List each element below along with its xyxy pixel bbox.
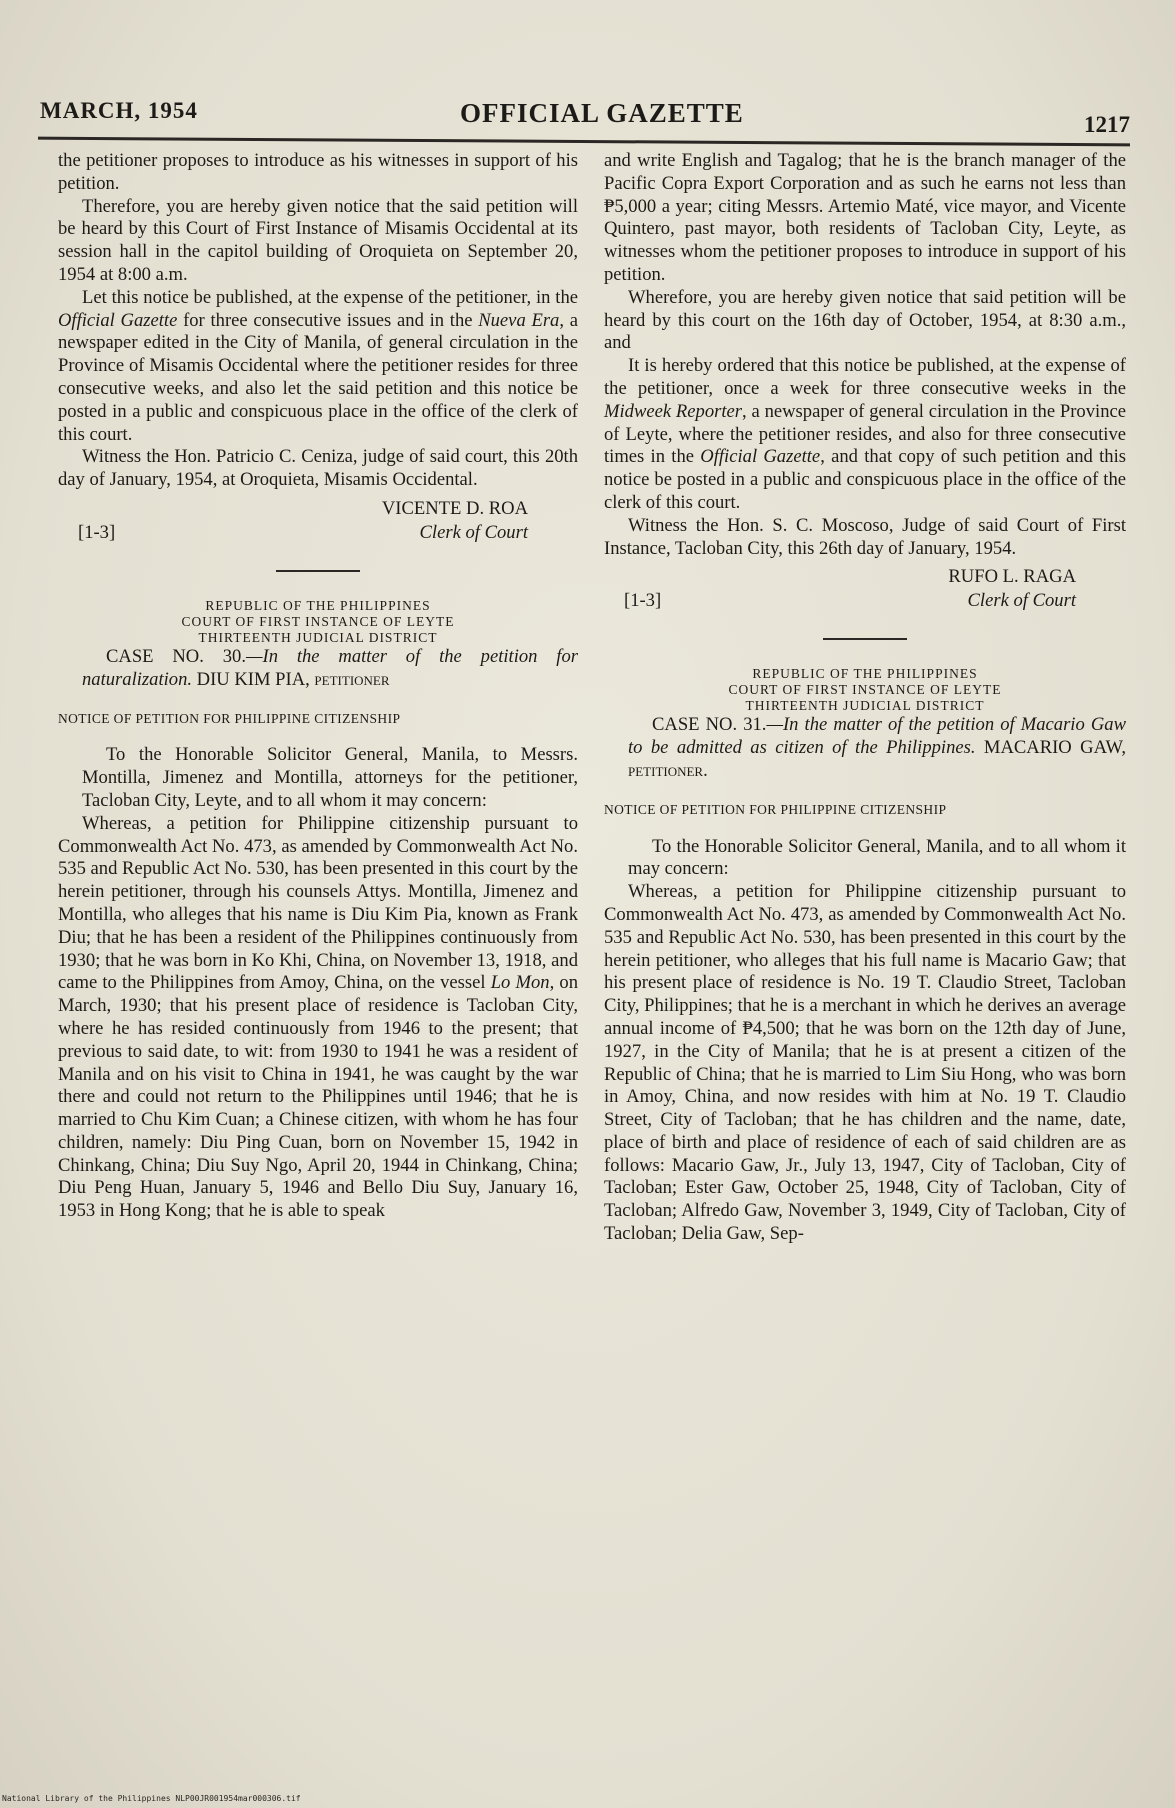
signature-block bbox=[604, 566, 1126, 618]
header-title: OFFICIAL GAZETTE bbox=[460, 98, 744, 128]
paragraph: Witness the Hon. Patricio C. Ceniza, judge of said court, this 20th day of January, 1954, at Oroquieta, Misamis Occidental. bbox=[58, 446, 578, 491]
caption-line: THIRTEENTH JUDICIAL DISTRICT bbox=[745, 698, 985, 714]
caption-line: REPUBLIC OF THE PHILIPPINES bbox=[752, 666, 978, 682]
left-column bbox=[58, 150, 578, 1223]
publication-name: Official Gazette bbox=[700, 446, 821, 468]
caption-line: COURT OF FIRST INSTANCE OF LEYTE bbox=[728, 682, 1002, 698]
signatory-title: Clerk of Court bbox=[419, 521, 528, 543]
publication-name: Official Gazette bbox=[58, 309, 178, 331]
caption-line: THIRTEENTH JUDICIAL DISTRICT bbox=[198, 629, 438, 645]
paragraph: the petitioner proposes to introduce as his witnesses in support of his petition. bbox=[58, 150, 578, 194]
header-date: MARCH, 1954 bbox=[40, 98, 198, 123]
header-page-number: 1217 bbox=[1084, 112, 1130, 137]
section-divider bbox=[276, 570, 360, 572]
issue-reference: [1-3] bbox=[624, 590, 662, 612]
section-divider bbox=[823, 638, 907, 640]
signature-block bbox=[58, 498, 578, 550]
publication-name: Nueva Era bbox=[478, 309, 560, 331]
right-column bbox=[604, 150, 1126, 1246]
publication-name: Midweek Reporter bbox=[604, 400, 743, 422]
case-heading: CASE NO. 31.—In the matter of the petition of Macario Gaw to be admitted as citizen of the Philippines. MACARIO GAW, petitioner. bbox=[628, 714, 1126, 781]
address-line: To the Honorable Solicitor General, Manila, to Messrs. Montilla, Jimenez and Montilla, attorneys for the petitioner, Tacloban City, Leyte, and to all whom it may concern: bbox=[82, 744, 578, 811]
paragraph: Whereas, a petition for Philippine citizenship pursuant to Commonwealth Act No. 473, as amended by Commonwealth Act No. 535 and Republic Act No. 530, has been presented in this court by the herein petitioner, who alleges that his full name is Macario Gaw; that his present place of residence is No. 19 T. Claudio Street, Tacloban City, Philippines; that he is a merchant in which he derives an average annual income of ₱4,500; that he was born on the 12th day of June, 1927, in the City of Manila; that he is at present a citizen of the Republic of China; that he is married to Lim Siu Hong, who was born in Amoy, China, and now resides with him at No. 19 T. Claudio Street, City of Tacloban; that he has children and the name, date, place of birth and place of residence of each of said children are as follows: Macario Gaw, Jr., July 13, 1947, City of Tacloban, City of Tacloban; Ester Gaw, October 25, 1948, City of Tacloban, City of Tacloban; Alfredo Gaw, November 3, 1949, City of Tacloban, City of Tacloban; Delia Gaw, Sep- bbox=[604, 881, 1126, 1245]
signatory-name: RUFO L. RAGA bbox=[948, 566, 1076, 588]
paragraph: It is hereby ordered that this notice be published, at the expense of the petitioner, once a week for three consecutive weeks in the Midweek Reporter, a newspaper of general circulation in the Province of Leyte, where the petitioner resides, and also for three consecutive times in the Official Gazette, and that copy of such petition and this notice be posted in a public and conspicuous place in the office of the clerk of this court. bbox=[604, 355, 1126, 513]
court-caption bbox=[604, 666, 1126, 714]
scan-footer: National Library of the Philippines NLP00JR001954mar000306.tif bbox=[2, 1794, 301, 1803]
paragraph: Whereas, a petition for Philippine citizenship pursuant to Commonwealth Act No. 473, as amended by Commonwealth Act No. 535 and Republic Act No. 530, has been presented in this court by the herein petitioner, through his counsels Attys. Montilla, Jimenez and Montilla, who alleges that his name is Diu Kim Pia, known as Frank Diu; that he has been a resident of the Philippines continuously from 1930; that he was born in Ko Khi, China, on November 13, 1918, and came to the Philippines from Amoy, China, on the vessel Lo Mon, on March, 1930; that his present place of residence is Tacloban City, where he has resided continuously from 1946 to the present; that previous to said date, to wit: from 1930 to 1941 he was a resident of Manila and on his visit to China in 1941, he was caught by the war there and could not return to the Philippines until 1946; that he is married to Chu Kim Cuan; a Chinese citizen, with whom he has four children, namely: Diu Ping Cuan, born on November 15, 1942 in Chinkang, China; Diu Suy Ngo, April 20, 1944 in Chinkang, China; Diu Peng Huan, January 5, 1946 and Bello Diu Suy, January 16, 1953 in Hong Kong; that he is able to speak bbox=[58, 812, 579, 1222]
vessel-name: Lo Mon bbox=[490, 972, 550, 994]
case-heading: CASE NO. 30.—In the matter of the petition for naturalization. DIU KIM PIA, petitioner bbox=[82, 645, 578, 690]
paragraph: Witness the Hon. S. C. Moscoso, Judge of said Court of First Instance, Tacloban City, this 26th day of January, 1954. bbox=[604, 514, 1126, 559]
paragraph: Therefore, you are hereby given notice that the said petition will be heard by this Court of First Instance of Misamis Occidental at its session hall in the capitol building of Oroquieta on September 20, 1954 at 8:00 a.m. bbox=[58, 195, 578, 285]
signatory-name: VICENTE D. ROA bbox=[381, 497, 528, 519]
paragraph: Let this notice be published, at the expense of the petitioner, in the Official Gazette for three consecutive issues and in the Nueva Era, a newspaper edited in the City of Manila, of general circulation in the Province of Misamis Occidental where the petitioner resides for three consecutive weeks, and also let the said petition and this notice be posted in a public and conspicuous place in the office of the clerk of this court. bbox=[58, 286, 578, 445]
notice-heading: NOTICE OF PETITION FOR PHILIPPINE CITIZENSHIP bbox=[604, 801, 947, 817]
caption-line: COURT OF FIRST INSTANCE OF LEYTE bbox=[181, 613, 455, 629]
address-line: To the Honorable Solicitor General, Manila, and to all whom it may concern: bbox=[628, 835, 1126, 880]
page-header bbox=[40, 92, 1130, 142]
paragraph: Wherefore, you are hereby given notice that said petition will be heard by this court on the 16th day of October, 1954, at 8:30 a.m., and bbox=[604, 286, 1126, 354]
signatory-title: Clerk of Court bbox=[967, 590, 1076, 612]
notice-heading: NOTICE OF PETITION FOR PHILIPPINE CITIZENSHIP bbox=[58, 710, 401, 726]
court-caption bbox=[58, 598, 578, 646]
paragraph: and write English and Tagalog; that he is the branch manager of the Pacific Copra Export Corporation and as such he earns not less than ₱5,000 a year; citing Messrs. Artemio Maté, vice mayor, and Vicente Quintero, past mayor, both residents of Tacloban City, Leyte, as witnesses whom the petitioner proposes to introduce in support of his petition. bbox=[604, 150, 1126, 285]
caption-line: REPUBLIC OF THE PHILIPPINES bbox=[205, 597, 431, 613]
issue-reference: [1-3] bbox=[78, 521, 116, 543]
